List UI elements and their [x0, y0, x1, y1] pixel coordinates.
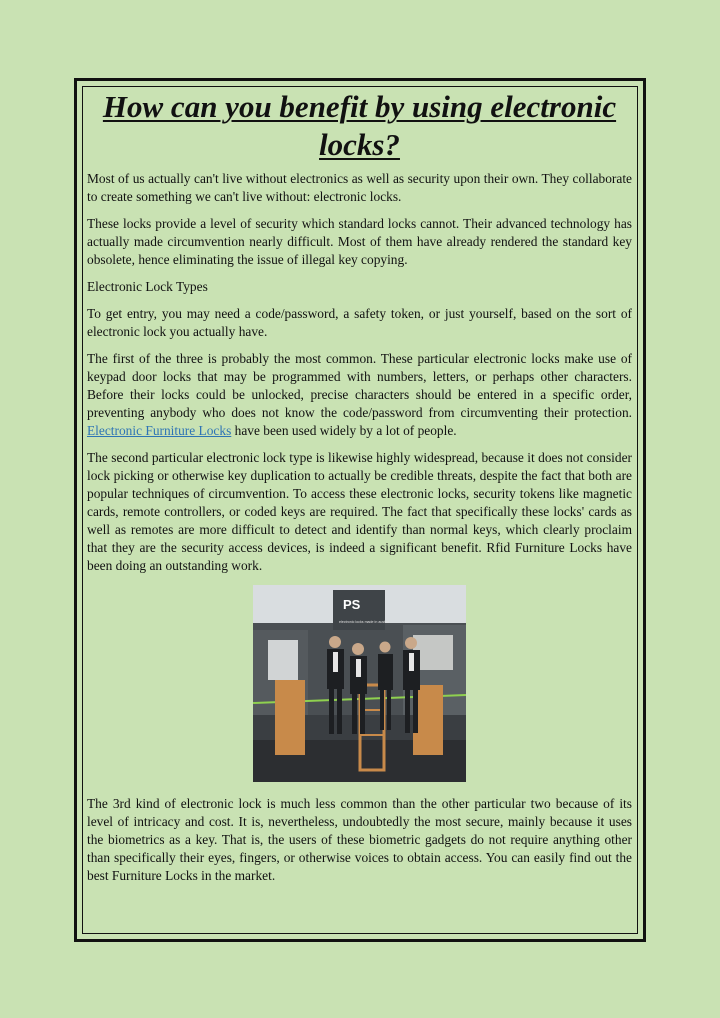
- paragraph-entry: To get entry, you may need a code/password, a safety token, or just yourself, based on the sort of electronic lock you actually have.: [87, 306, 632, 339]
- paragraph-intro: Most of us actually can't live without electronics as well as security upon their own. They collaborate to create something we can't live without: electronic locks.: [87, 171, 632, 204]
- document-body: [87, 88, 632, 894]
- page-title: How can you benefit by using electronic locks?: [102, 89, 617, 162]
- section-heading: Electronic Lock Types: [87, 279, 208, 294]
- paragraph-keypad-text: The first of the three is probably the most common. These particular electronic locks make use of keypad door locks that may be programmed with numbers, letters, or perhaps other characters. Before their locks could be unlocked, precise characters should be entered in a specific order, preventing anybody who does not know the code/password from circumventing their protection.: [87, 351, 632, 420]
- trade-show-photo: [253, 585, 466, 782]
- paragraph-keypad: [87, 350, 632, 440]
- paragraph-tokens: The second particular electronic lock type is likewise highly widespread, because it does not consider lock picking or otherwise key duplication to actually be credible threats, despite the fact that both are popular techniques of circumvention. To access these electronic locks, security tokens like magnetic cards, remote controllers, or coded keys are required. The fact that specifically these locks' cards as well as remotes are more difficult to detect and identify than normal keys, which clearly proclaim that they are the security access devices, is indeed a significant benefit. Rfid Furniture Locks have been doing an outstanding work.: [87, 450, 632, 573]
- electronic-furniture-locks-link[interactable]: Electronic Furniture Locks: [87, 423, 232, 438]
- sign-text: electronic locks made in austria: [339, 620, 390, 624]
- sign-brand: PS: [343, 597, 361, 612]
- paragraph-biometrics: The 3rd kind of electronic lock is much less common than the other particular two because of its level of intricacy and cost. It is, nevertheless, undoubtedly the most secure, mainly because it uses the biometrics as a key. That is, the users of these biometric gadgets do not require anything other than specifically their eyes, fingers, or otherwise voices to obtain access. You can easily find out the best Furniture Locks in the market.: [87, 796, 632, 883]
- paragraph-keypad-tail: have been used widely by a lot of people.: [234, 423, 457, 438]
- paragraph-security: These locks provide a level of security which standard locks cannot. Their advanced technology has actually made circumvention nearly difficult. Most of them have already rendered the standard key obsolete, hence eliminating the issue of illegal key copying.: [87, 216, 632, 267]
